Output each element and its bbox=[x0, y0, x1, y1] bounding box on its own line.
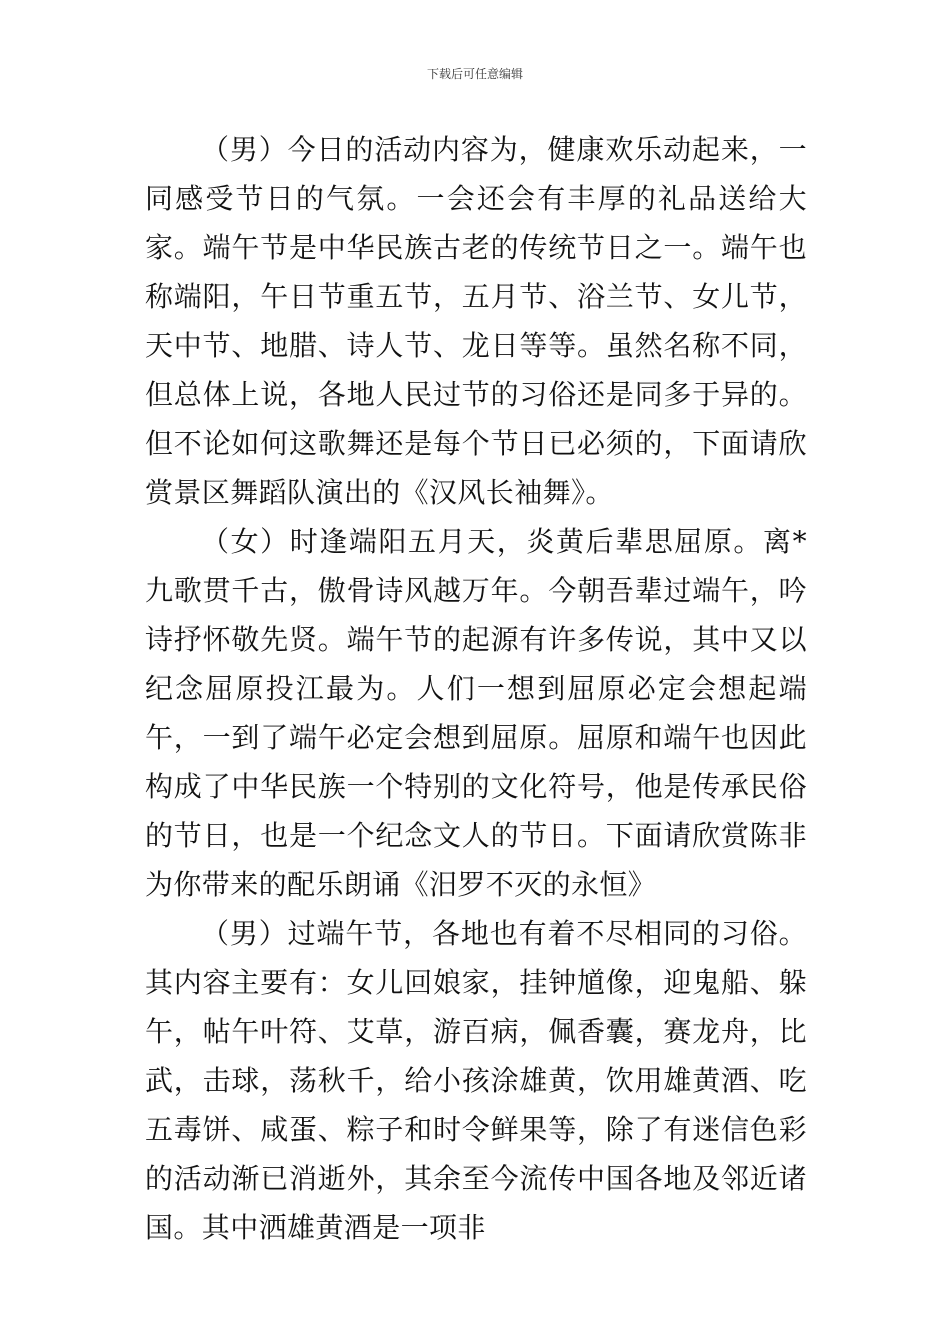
paragraph-3: （男）过端午节，各地也有着不尽相同的习俗。其内容主要有：女儿回娘家，挂钟馗像，迎鬼船、躲午，帖午叶符、艾草，游百病，佩香囊，赛龙舟，比武，击球，荡秋千，给小孩涂雄黄，饮用雄黄酒、吃五毒饼、咸蛋、粽子和时令鲜果等，除了有迷信色彩的活动渐已消逝外，其余至今流传中国各地及邻近诸国。其中洒雄黄酒是一项非 bbox=[145, 917, 807, 1244]
header-note: 下载后可任意编辑 bbox=[426, 67, 523, 81]
paragraph-2: （女）时逢端阳五月天，炎黄后辈思屈原。离*九歌贯千古，傲骨诗风越万年。今朝吾辈过端午，吟诗抒怀敬先贤。端午节的起源有许多传说，其中又以纪念屈原投江最为。人们一想到屈原必定会想起端午，一到了端午必定会想到屈原。屈原和端午也因此构成了中华民族一个特别的文化符号，他是传承民俗的节日，也是一个纪念文人的节日。下面请欣赏陈非为你带来的配乐朗诵《汨罗不灭的永恒》 bbox=[145, 525, 807, 901]
paragraph-1: （男）今日的活动内容为，健康欢乐动起来，一同感受节日的气氛。一会还会有丰厚的礼品送给大家。端午节是中华民族古老的传统节日之一。端午也称端阳，午日节重五节，五月节、浴兰节、女儿节，天中节、地腊、诗人节、龙日等等。虽然名称不同，但总体上说，各地人民过节的习俗还是同多于异的。但不论如何这歌舞还是每个节日已必须的，下面请欣赏景区舞蹈队演出的《汉风长袖舞》。 bbox=[145, 133, 807, 509]
document-body bbox=[145, 125, 807, 1252]
